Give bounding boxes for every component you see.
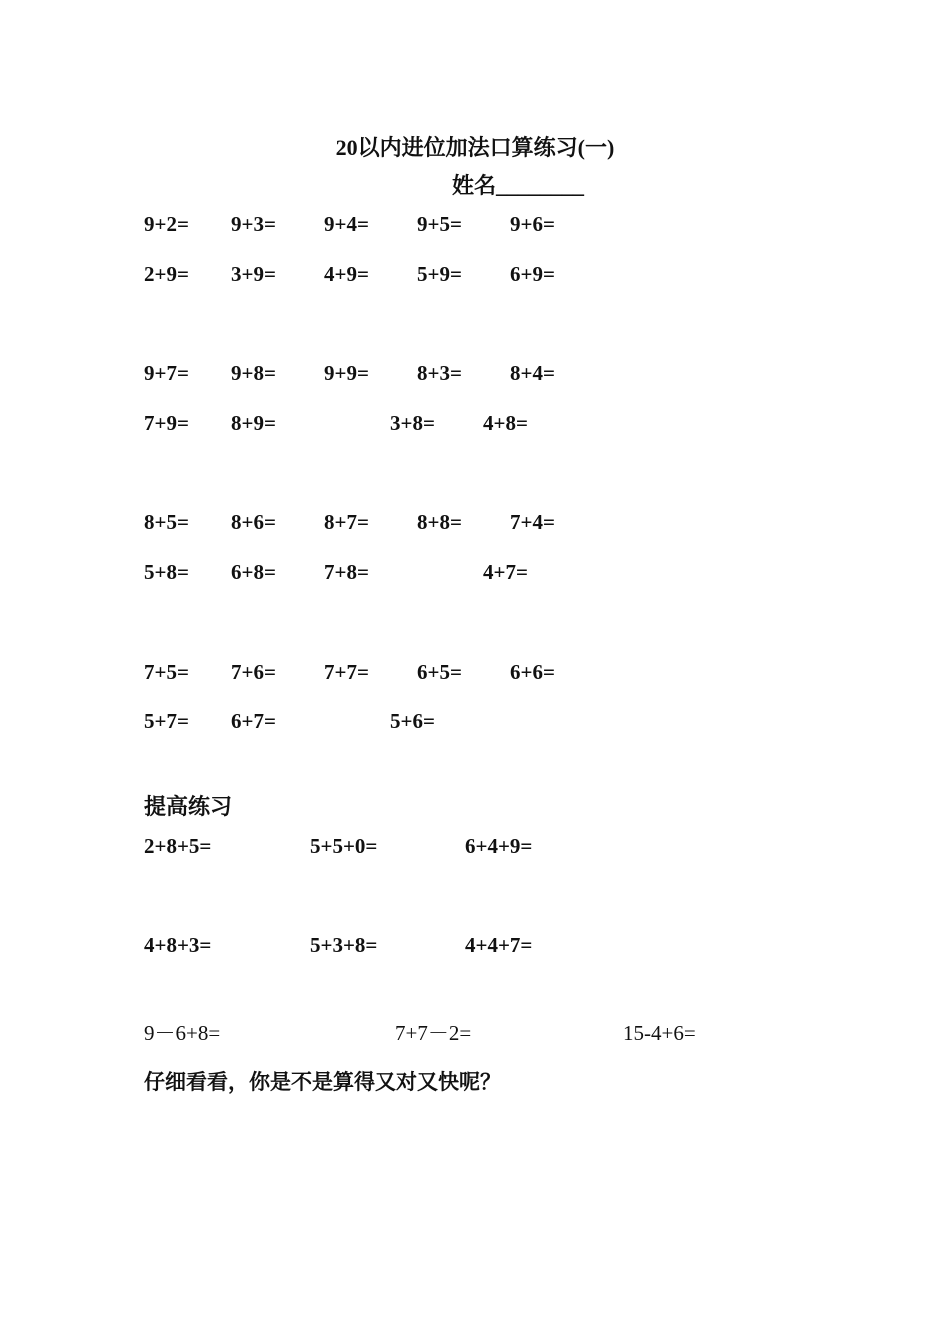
problem: 15-4+6= [623, 1021, 696, 1045]
problem: 4+7= [483, 560, 528, 584]
problem: 8+4= [510, 361, 555, 385]
problem: 7+8= [324, 560, 369, 584]
problem: 6+8= [231, 560, 276, 584]
problem: 9+6= [510, 212, 555, 236]
problem: 2+9= [144, 262, 189, 286]
problem: 5+3+8= [310, 933, 378, 957]
problem: 5+5+0= [310, 834, 378, 858]
problem: 7+7= [324, 660, 369, 684]
problem: 4+8= [483, 411, 528, 435]
problem: 4+4+7= [465, 933, 533, 957]
problem: 9+3= [231, 212, 276, 236]
problem: 6+7= [231, 709, 276, 733]
problem: 3+8= [390, 411, 435, 435]
problem: 6+9= [510, 262, 555, 286]
problem: 8+6= [231, 510, 276, 534]
problem: 7+4= [510, 510, 555, 534]
problem: 6+6= [510, 660, 555, 684]
problem: 7+9= [144, 411, 189, 435]
problem: 9－6+8= [144, 1021, 221, 1045]
problem: 4+8+3= [144, 933, 212, 957]
problem: 7+6= [231, 660, 276, 684]
problem: 9+5= [417, 212, 462, 236]
name-field-label: 姓名________ [452, 173, 585, 198]
problem: 9+7= [144, 361, 189, 385]
closing-note: 仔细看看，你是不是算得又对又快呢？ [144, 1070, 501, 1094]
problem: 5+7= [144, 709, 189, 733]
problem: 8+3= [417, 361, 462, 385]
problem: 5+6= [390, 709, 435, 733]
problem: 8+9= [231, 411, 276, 435]
problem: 9+8= [231, 361, 276, 385]
problem: 4+9= [324, 262, 369, 286]
section-heading: 提高练习 [144, 795, 233, 820]
problem: 7+5= [144, 660, 189, 684]
problem: 8+8= [417, 510, 462, 534]
problem: 2+8+5= [144, 834, 212, 858]
problem: 9+4= [324, 212, 369, 236]
problem: 9+9= [324, 361, 369, 385]
problem: 6+4+9= [465, 834, 533, 858]
problem: 6+5= [417, 660, 462, 684]
problem: 9+2= [144, 212, 189, 236]
problem: 8+5= [144, 510, 189, 534]
problem: 7+7－2= [395, 1021, 472, 1045]
problem: 8+7= [324, 510, 369, 534]
page-title: 20以内进位加法口算练习(一) [335, 135, 615, 160]
problem: 3+9= [231, 262, 276, 286]
problem: 5+8= [144, 560, 189, 584]
problem: 5+9= [417, 262, 462, 286]
